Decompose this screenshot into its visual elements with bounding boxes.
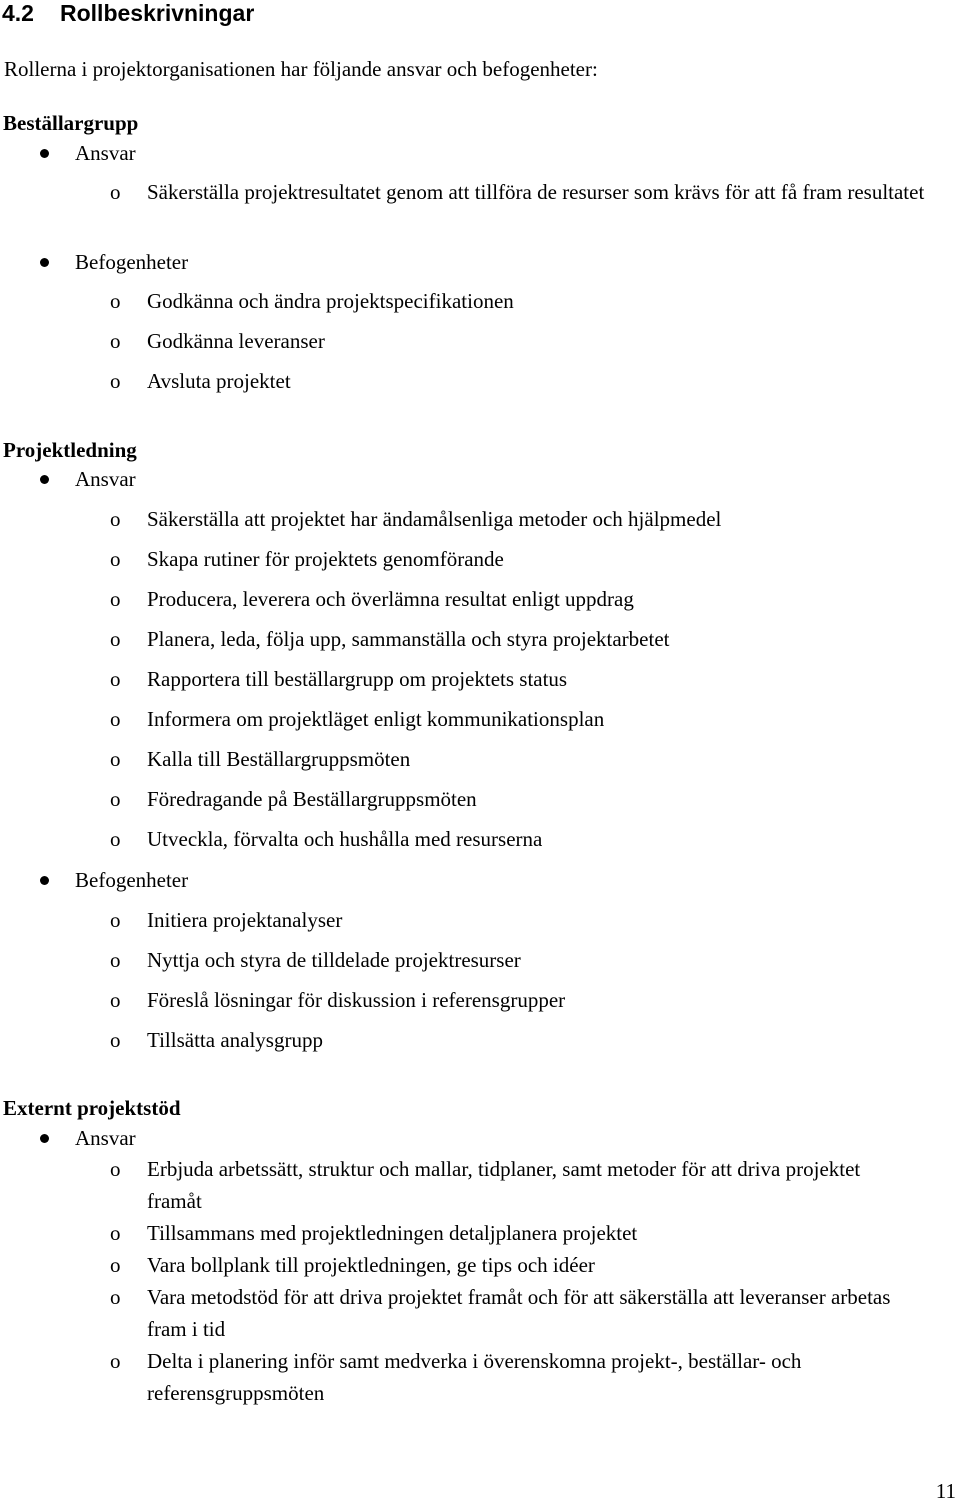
bullet-label: Ansvar <box>75 467 136 491</box>
sub-bullet-icon: o <box>110 180 121 204</box>
section-heading <box>2 0 254 26</box>
bullet-label: Ansvar <box>75 141 136 165</box>
list-item-text: Godkänna och ändra projektspecifikationen <box>147 289 514 313</box>
list-item-text: Nyttja och styra de tilldelade projektresurser <box>147 948 521 972</box>
sub-bullet-icon: o <box>110 627 121 651</box>
sub-bullet-icon: o <box>110 787 121 811</box>
sub-bullet-icon: o <box>110 827 121 851</box>
list-item-text: Säkerställa att projektet har ändamålsenliga metoder och hjälpmedel <box>147 507 722 531</box>
sub-bullet-icon: o <box>110 1253 121 1277</box>
section-title: Rollbeskrivningar <box>60 0 255 26</box>
list-item-text: Föreslå lösningar för diskussion i referensgrupper <box>147 988 566 1012</box>
bullet-dot-icon <box>40 1134 49 1143</box>
list-item-text: Planera, leda, följa upp, sammanställa och styra projektarbetet <box>147 627 670 651</box>
group-title-projektledning: Projektledning <box>3 438 137 462</box>
list-item-text: Vara bollplank till projektledningen, ge tips och idéer <box>147 1253 595 1277</box>
sub-bullet-icon: o <box>110 369 121 393</box>
list-item-text: Producera, leverera och överlämna resultat enligt uppdrag <box>147 587 634 611</box>
list-item-text: Föredragande på Beställargruppsmöten <box>147 787 477 811</box>
sub-bullet-icon: o <box>110 1285 121 1309</box>
list-item-text: Godkänna leveranser <box>147 329 325 353</box>
sub-bullet-icon: o <box>110 1028 121 1052</box>
sub-bullet-icon: o <box>110 547 121 571</box>
list-item-text: Tillsätta analysgrupp <box>147 1028 323 1052</box>
bullet-dot-icon <box>40 258 49 267</box>
sub-bullet-icon: o <box>110 667 121 691</box>
sub-bullet-icon: o <box>110 747 121 771</box>
group-title-externt-projektstod: Externt projektstöd <box>3 1096 181 1120</box>
list-item-text: Kalla till Beställargruppsmöten <box>147 747 411 771</box>
page-number: 11 <box>935 1479 956 1503</box>
list-item-text: Utveckla, förvalta och hushålla med resurserna <box>147 827 543 851</box>
bullet-dot-icon <box>40 149 49 158</box>
list-item-text: Informera om projektläget enligt kommunikationsplan <box>147 707 605 731</box>
bullet-label: Befogenheter <box>75 868 189 892</box>
list-item-text: Rapportera till beställargrupp om projektets status <box>147 667 568 691</box>
sub-bullet-icon: o <box>110 1349 121 1373</box>
bullet-dot-icon <box>40 876 49 885</box>
sub-bullet-icon: o <box>110 507 121 531</box>
intro-paragraph: Rollerna i projektorganisationen har följande ansvar och befogenheter: <box>4 57 598 81</box>
bullet-dot-icon <box>40 475 49 484</box>
sub-bullet-icon: o <box>110 1157 121 1181</box>
list-item-text: Säkerställa projektresultatet genom att tillföra de resurser som krävs för att få fram resultatet <box>147 180 925 204</box>
sub-bullet-icon: o <box>110 908 121 932</box>
sub-bullet-icon: o <box>110 707 121 731</box>
list-item-text: Skapa rutiner för projektets genomförande <box>147 547 504 571</box>
list-item-text: Avsluta projektet <box>147 369 291 393</box>
sub-bullet-icon: o <box>110 329 121 353</box>
list-item-text: Tillsammans med projektledningen detaljplanera projektet <box>147 1221 638 1245</box>
sub-bullet-icon: o <box>110 1221 121 1245</box>
list-item-text: Erbjuda arbetssätt, struktur och mallar, tidplaner, samt metoder för att driva projektet framåt <box>147 1157 861 1213</box>
bullet-label: Ansvar <box>75 1126 136 1150</box>
list-item-text: Delta i planering inför samt medverka i överenskomna projekt-, beställar- och referensgruppsmöten <box>147 1349 802 1405</box>
group-title-bestallargrupp: Beställargrupp <box>3 111 139 135</box>
section-number: 4.2 <box>2 0 34 26</box>
bullet-label: Befogenheter <box>75 250 189 274</box>
sub-bullet-icon: o <box>110 988 121 1012</box>
sub-bullet-icon: o <box>110 587 121 611</box>
sub-bullet-icon: o <box>110 289 121 313</box>
list-item-text: Vara metodstöd för att driva projektet framåt och för att säkerställa att leveranser arbetas fram i tid <box>147 1285 891 1341</box>
sub-bullet-icon: o <box>110 948 121 972</box>
list-item-text: Initiera projektanalyser <box>147 908 343 932</box>
